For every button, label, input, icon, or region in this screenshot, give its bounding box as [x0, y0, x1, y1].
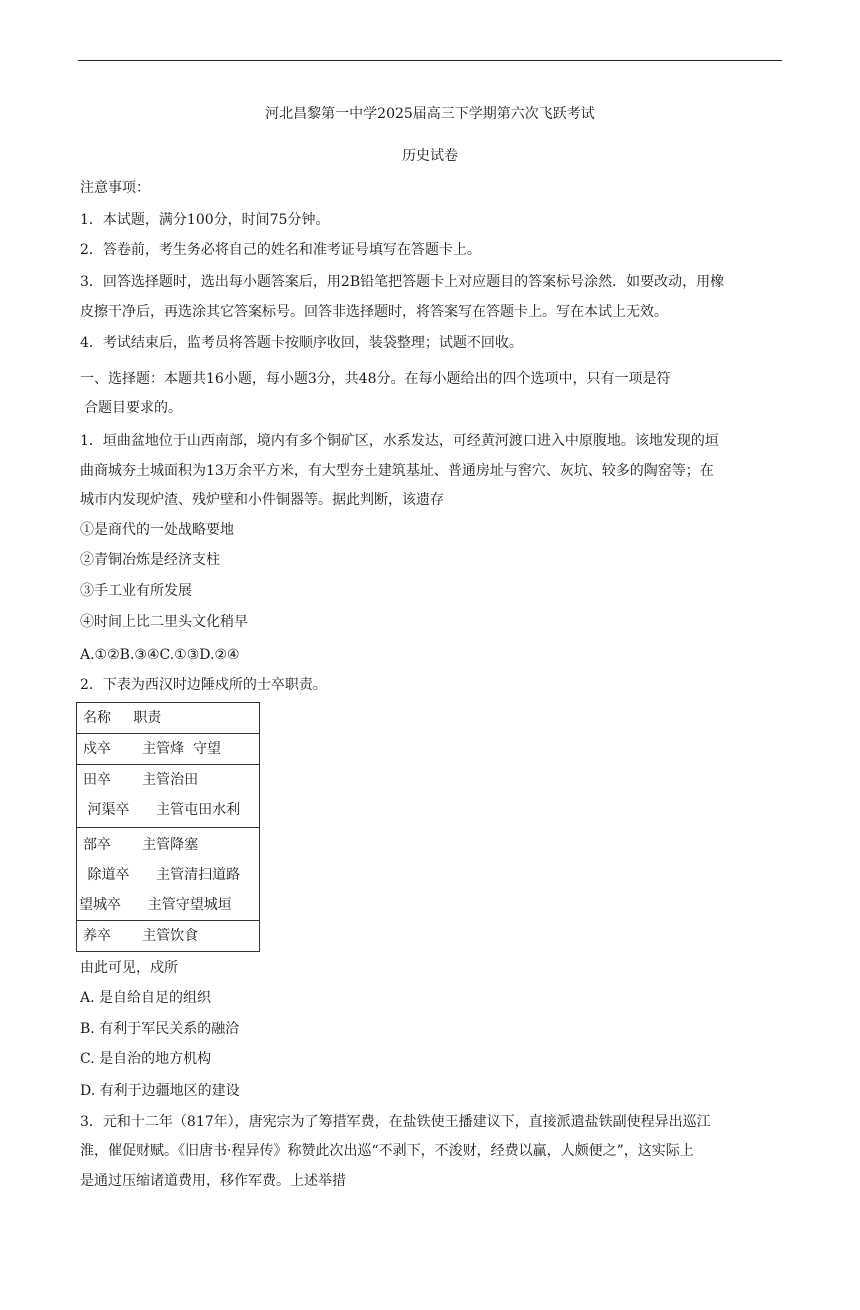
- q1-statement: ②青铜冶炼是经济支柱: [80, 552, 220, 568]
- top-rule: [78, 60, 782, 61]
- table-row: 养卒 主管饮食: [83, 928, 199, 944]
- table-row: 田卒 主管治田: [83, 772, 199, 788]
- table-header: 名称 职责: [83, 710, 162, 726]
- table-row: 部卒 主管降塞: [83, 837, 199, 853]
- q2-stem: 2．下表为西汉时边陲戍所的士卒职责。: [80, 677, 327, 693]
- q1-options: A.①②B.③④C.①③D.②④: [80, 647, 240, 663]
- q1-statement: ①是商代的一处战略要地: [80, 522, 234, 538]
- q2-option: B. 有利于军民关系的融洽: [80, 1021, 240, 1037]
- notes-heading: 注意事项：: [80, 180, 150, 196]
- duty-table: [76, 702, 260, 952]
- section-heading: 一、选择题：本题共16小题，每小题3分，共48分。在每小题给出的四个选项中，只有一项是符: [80, 371, 671, 387]
- q3-stem: 3．元和十二年（817年），唐宪宗为了筹措军费，在盐铁使王播建议下，直接派遣盐铁副使程异出巡江: [80, 1114, 711, 1130]
- table-row: 除道卒 主管清扫道路: [83, 867, 241, 883]
- q1-statement: ④时间上比二里头文化稍早: [80, 614, 248, 630]
- q2-lead: 由此可见，戍所: [80, 960, 178, 976]
- note-item: 2．答卷前，考生务必将自己的姓名和准考证号填写在答题卡上。: [80, 242, 481, 258]
- q2-option: C. 是自治的地方机构: [80, 1051, 212, 1067]
- section-heading-cont: 合题目要求的。: [84, 400, 182, 416]
- q3-stem: 淮，催促财赋。《旧唐书·程异传》称赞此次出巡“不剥下，不浚财，经费以赢，人颇便之”，这实际上: [80, 1143, 694, 1159]
- q1-stem: 城市内发现炉渣、残炉壁和小件铜器等。据此判断，该遗存: [80, 492, 444, 508]
- note-item: 皮擦干净后，再选涂其它答案标号。回答非选择题时，将答案写在答题卡上。写在本试上无效。: [80, 304, 668, 320]
- note-item: 3．回答选择题时，选出每小题答案后，用2B铅笔把答题卡上对应题目的答案标号涂然．如要改动，用橡: [80, 274, 725, 290]
- q1-stem: 1．垣曲盆地位于山西南部，境内有多个铜矿区，水系发达，可经黄河渡口进入中原腹地。该地发现的垣: [80, 433, 719, 449]
- exam-subtitle: 历史试卷: [402, 148, 458, 164]
- q1-statement: ③手工业有所发展: [80, 583, 192, 599]
- q2-option: D. 有利于边疆地区的建设: [80, 1083, 240, 1099]
- exam-title: 河北昌黎第一中学2025届高三下学期第六次飞跃考试: [265, 106, 595, 122]
- q1-stem: 曲商城夯土城面积为13万余平方米，有大型夯土建筑基址、普通房址与窖穴、灰坑、较多的陶窑等；在: [80, 463, 714, 479]
- table-row: 望城卒 主管守望城垣: [79, 897, 232, 913]
- q2-option: A. 是自给自足的组织: [80, 990, 212, 1006]
- table-row: 河渠卒 主管屯田水利: [83, 802, 241, 818]
- q3-stem: 是通过压缩诸道费用，移作军费。上述举措: [80, 1173, 346, 1189]
- note-item: 1．本试题，满分100分，时间75分钟。: [80, 212, 330, 228]
- table-row: 戍卒 主管烽 守望: [83, 741, 222, 757]
- note-item: 4．考试结束后，监考员将答题卡按顺序收回，装袋整理；试题不回收。: [80, 335, 523, 351]
